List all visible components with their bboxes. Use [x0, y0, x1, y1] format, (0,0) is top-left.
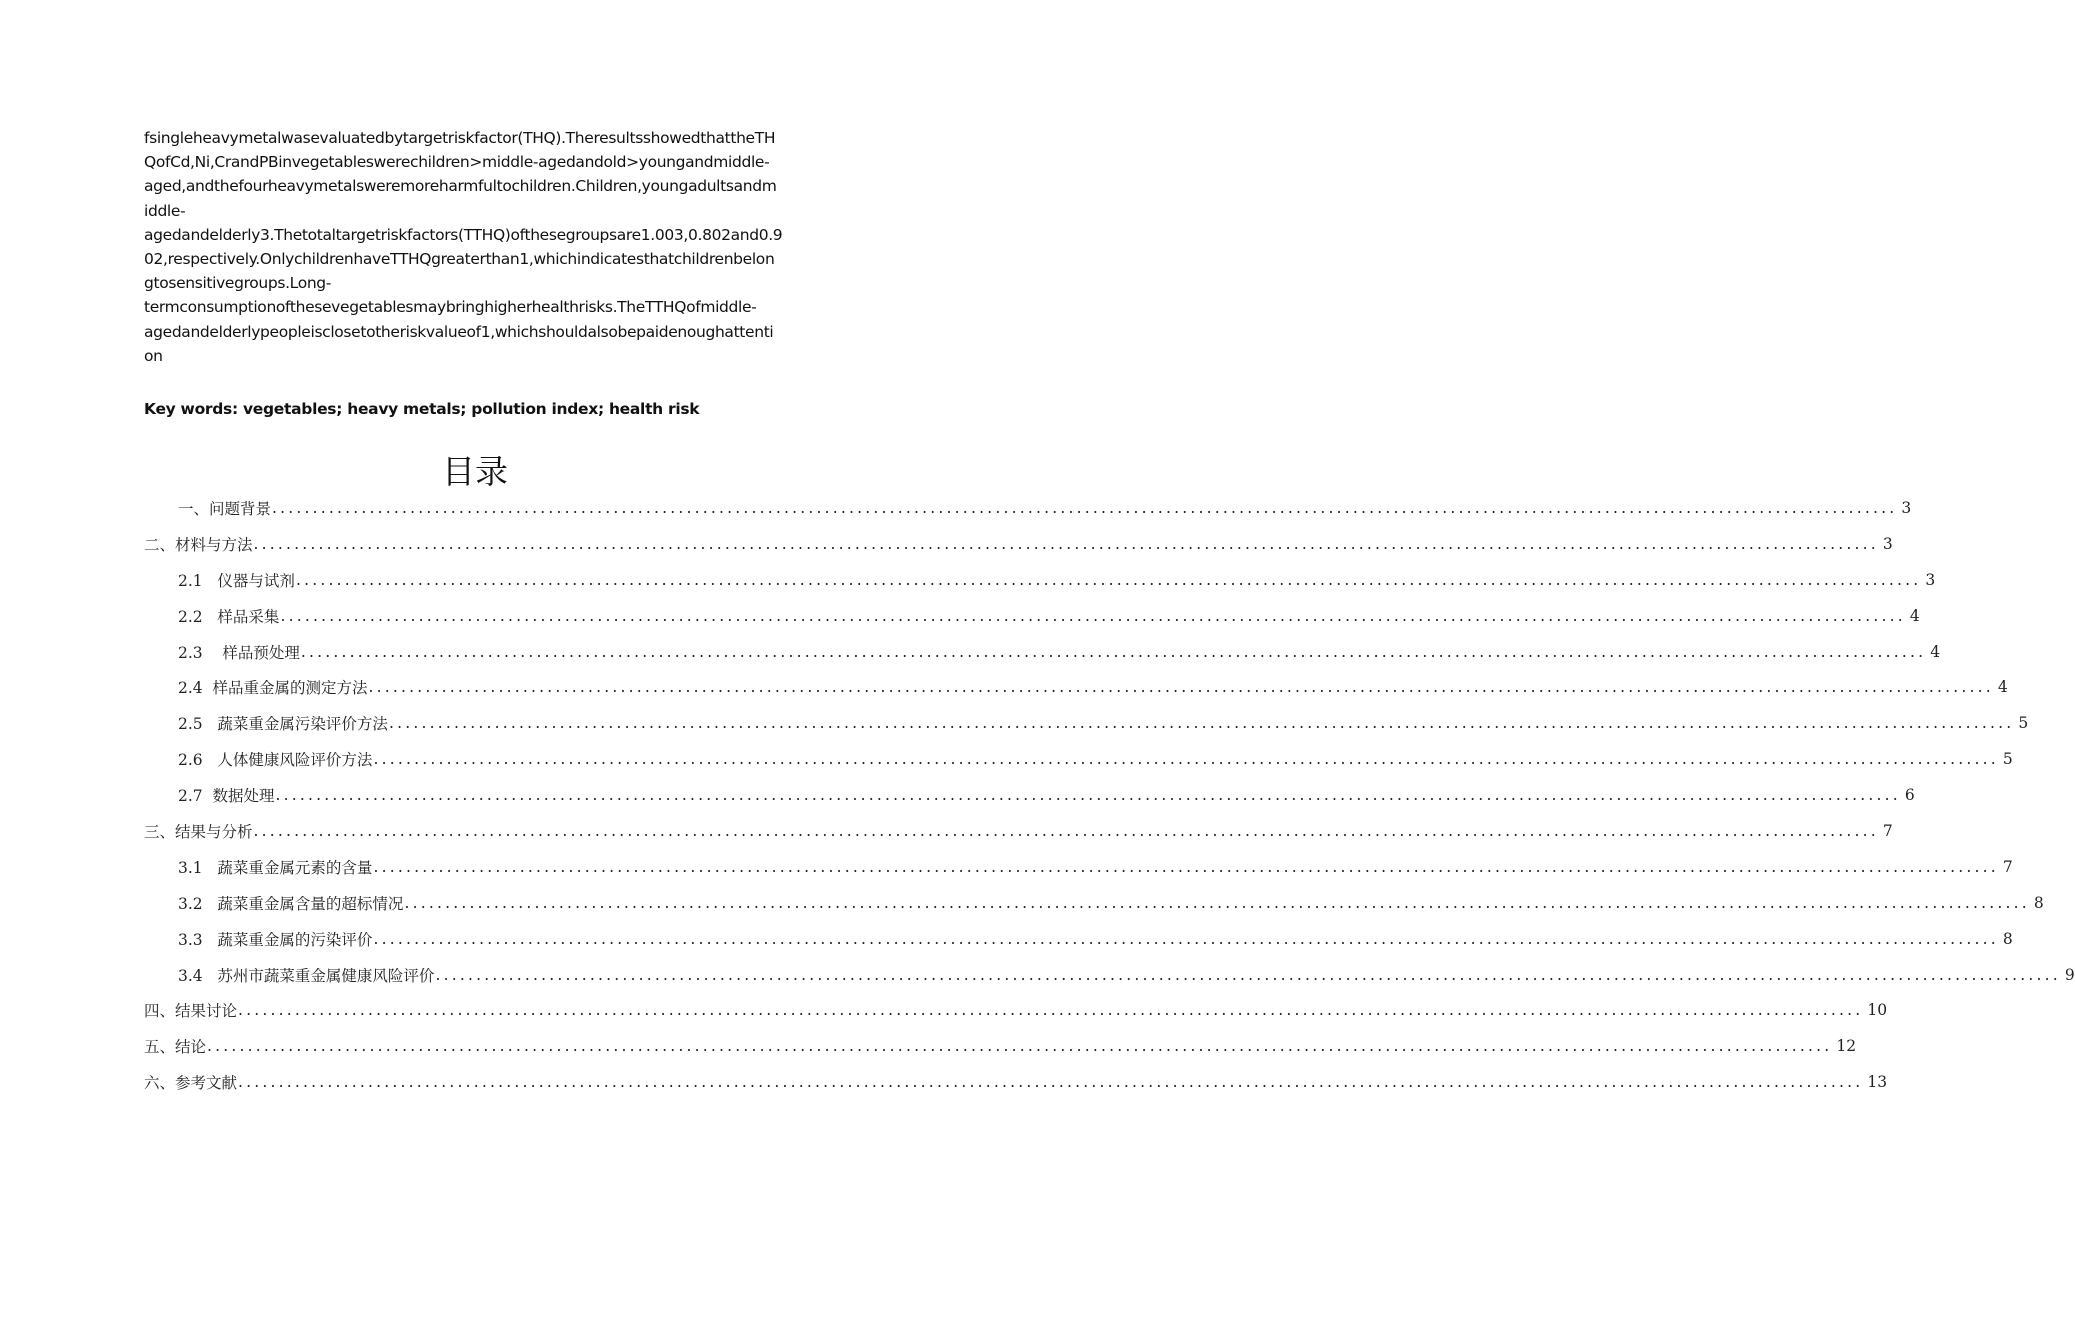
keywords-line: Key words: vegetables; heavy metals; pollution index; health risk	[144, 400, 700, 418]
toc-leader-dots: ........................................................................................................................................................................................................	[238, 1073, 1864, 1092]
toc-page-number: 9	[2064, 965, 2075, 984]
toc-page-number: 12	[1836, 1037, 1857, 1056]
toc-leader-dots: ........................................................................................................................................................................................................	[300, 642, 1927, 661]
toc-leader-dots: ........................................................................................................................................................................................................	[207, 1037, 1833, 1056]
toc-entry[interactable]	[144, 741, 2013, 777]
toc-entry-label: 二、材料与方法	[144, 535, 253, 554]
toc-entry[interactable]	[144, 634, 1941, 670]
abstract-line: agedandelderlypeopleisclosetotheriskvalueof1,whichshouldalsobepaidenoughattenti	[144, 322, 774, 341]
toc-leader-dots: ........................................................................................................................................................................................................	[253, 534, 1879, 553]
toc-page-number: 5	[2018, 714, 2029, 733]
toc-page-number: 7	[1882, 821, 1893, 840]
toc-leader-dots: ........................................................................................................................................................................................................	[435, 965, 2061, 984]
toc-page-number: 4	[1909, 606, 1920, 625]
toc-page-number: 7	[2002, 857, 2013, 876]
toc-entry[interactable]	[144, 813, 1893, 849]
toc-leader-dots: ........................................................................................................................................................................................................	[373, 857, 1999, 876]
abstract-line: QofCd,Ni,CrandPBinvegetableswerechildren>middle-agedandold>youngandmiddle-	[144, 153, 770, 172]
toc-page-number: 13	[1867, 1073, 1888, 1092]
toc-entry-label: 3.4 苏州市蔬菜重金属健康风险评价	[178, 966, 435, 985]
toc-leader-dots: ........................................................................................................................................................................................................	[404, 893, 2030, 912]
toc-entry-label: 2.4 样品重金属的测定方法	[178, 679, 368, 698]
abstract-line: termconsumptionofthesevegetablesmaybringhigherhealthrisks.TheTTHQofmiddle-	[144, 298, 757, 317]
toc-entry[interactable]	[144, 957, 2075, 993]
toc-page-number: 8	[2033, 893, 2044, 912]
toc-entry-label: 2.1 仪器与试剂	[178, 571, 295, 590]
toc-page-number: 3	[1925, 570, 1936, 589]
toc-entry-label: 3.1 蔬菜重金属元素的含量	[178, 858, 373, 877]
toc-page-number: 5	[2002, 750, 2013, 769]
toc-page-number: 8	[2002, 929, 2013, 948]
toc-entry-label: 2.7 数据处理	[178, 787, 275, 806]
toc-leader-dots: ........................................................................................................................................................................................................	[238, 1001, 1864, 1020]
toc-leader-dots: ........................................................................................................................................................................................................	[253, 821, 1879, 840]
toc-entry[interactable]	[144, 849, 2013, 885]
toc-entry-label: 六、参考文献	[144, 1074, 238, 1093]
toc-entry[interactable]	[144, 1064, 1888, 1100]
toc-entry[interactable]	[144, 921, 2013, 957]
toc-entry[interactable]	[144, 526, 1893, 562]
toc-leader-dots: ........................................................................................................................................................................................................	[280, 606, 1906, 625]
toc-page-number: 4	[1930, 642, 1941, 661]
toc-entry[interactable]	[144, 992, 1888, 1028]
toc-entry[interactable]	[144, 490, 1912, 526]
toc-page-number: 10	[1867, 1001, 1888, 1020]
abstract-line: iddle-	[144, 201, 186, 220]
abstract-text	[144, 126, 808, 368]
toc-page-number: 3	[1901, 498, 1912, 517]
toc-leader-dots: ........................................................................................................................................................................................................	[368, 678, 1994, 697]
toc-entry[interactable]	[144, 705, 2029, 741]
toc-entry-label: 2.2 样品采集	[178, 607, 280, 626]
toc-leader-dots: ........................................................................................................................................................................................................	[272, 498, 1898, 517]
abstract-line: gtosensitivegroups.Long-	[144, 274, 332, 293]
toc-entry-label: 四、结果讨论	[144, 1002, 238, 1021]
toc-leader-dots: ........................................................................................................................................................................................................	[388, 714, 2015, 733]
abstract-line: aged,andthefourheavymetalsweremoreharmfultochildren.Children,youngadultsandm	[144, 177, 777, 196]
toc-entry-label: 2.3 样品预处理	[178, 643, 300, 662]
toc-entry[interactable]	[144, 777, 1915, 813]
abstract-line: fsingleheavymetalwasevaluatedbytargetriskfactor(THQ).TheresultsshowedthattheTH	[144, 129, 776, 147]
toc-entry-label: 2.6 人体健康风险评价方法	[178, 751, 373, 770]
toc-entry[interactable]	[144, 598, 1920, 634]
abstract-line: 02,respectively.OnlychildrenhaveTTHQgreaterthan1,whichindicatesthatchildrenbelon	[144, 250, 775, 269]
toc-page-number: 3	[1882, 534, 1893, 553]
toc-entry-label: 2.5 蔬菜重金属污染评价方法	[178, 715, 388, 734]
toc-page-number: 4	[1997, 678, 2008, 697]
toc-entry[interactable]	[144, 669, 2008, 705]
abstract-line: on	[144, 346, 163, 365]
toc-entry-label: 五、结论	[144, 1038, 207, 1057]
table-of-contents	[144, 490, 2075, 1100]
toc-leader-dots: ........................................................................................................................................................................................................	[295, 570, 1922, 589]
toc-entry[interactable]	[144, 1028, 1857, 1064]
toc-entry-label: 三、结果与分析	[144, 822, 253, 841]
toc-leader-dots: ........................................................................................................................................................................................................	[373, 929, 1999, 948]
toc-entry[interactable]	[144, 562, 1936, 598]
toc-entry-label: 3.2 蔬菜重金属含量的超标情况	[178, 894, 404, 913]
toc-page-number: 6	[1904, 786, 1915, 805]
toc-entry[interactable]	[144, 885, 2044, 921]
toc-leader-dots: ........................................................................................................................................................................................................	[373, 750, 1999, 769]
toc-title: 目录	[442, 452, 508, 491]
abstract-line: agedandelderly3.Thetotaltargetriskfactors(TTHQ)ofthesegroupsare1.003,0.802and0.9	[144, 225, 783, 244]
toc-entry-label: 一、问题背景	[178, 499, 272, 518]
toc-entry-label: 3.3 蔬菜重金属的污染评价	[178, 930, 373, 949]
toc-leader-dots: ........................................................................................................................................................................................................	[275, 786, 1901, 805]
